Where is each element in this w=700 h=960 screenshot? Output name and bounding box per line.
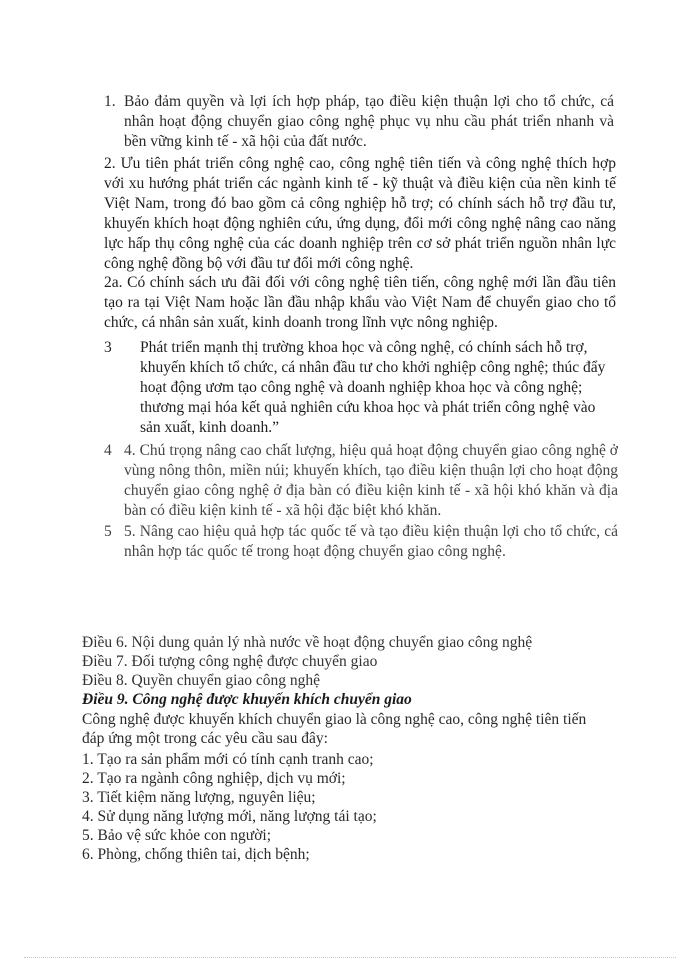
article-9-intro-line-2: đáp ứng một trong các yêu cầu sau đây: <box>82 730 328 747</box>
item-text: Bảo đảm quyền và lợi ích hợp pháp, tạo điều kiện thuận lợi cho tổ chức, cá nhân hoạt động chuyển giao công nghệ phục vụ nhu cầu phát triển nhanh và bền vững kinh tế - xã hội của đất nước. <box>124 93 614 150</box>
item-text: 4. Chú trọng nâng cao chất lượng, hiệu quả hoạt động chuyển giao công nghệ ở vùng nông thôn, miền núi; khuyến khích, tạo điều kiện thuận lợi cho hoạt động chuyển giao công nghệ ở địa bàn có điều kiện kinh tế - xã hội khó khăn và địa bàn có điều kiện kinh tế - xã hội đặc biệt khó khăn. <box>124 442 618 519</box>
article-9-list-item: 2. Tạo ra ngành công nghiệp, dịch vụ mới; <box>82 770 346 787</box>
item-number: 5 <box>104 523 112 540</box>
page-bottom-divider <box>24 957 676 958</box>
article-6-heading: Điều 6. Nội dung quản lý nhà nước về hoạt động chuyển giao công nghệ <box>82 634 533 651</box>
article-9-intro-line-1: Công nghệ được khuyến khích chuyển giao là công nghệ cao, công nghệ tiên tiến <box>82 711 587 728</box>
item-text: Phát triển mạnh thị trường khoa học và công nghệ, có chính sách hỗ trợ, khuyến khích tổ chức, cá nhân đầu tư cho khởi nghiệp công nghệ; thúc đẩy hoạt động ươm tạo công nghệ và doanh nghiệp khoa học và công nghệ; thương mại hóa kết quả nghiên cứu khoa học và phát triển công nghệ vào sản xuất, kinh doanh.” <box>140 339 606 436</box>
article-9-list-item: 1. Tạo ra sản phẩm mới có tính cạnh tranh cao; <box>82 751 374 768</box>
article-9-title: Điều 9. Công nghệ được khuyến khích chuyển giao <box>82 691 412 708</box>
item-number: 3 <box>104 339 112 356</box>
article-9-list-item: 3. Tiết kiệm năng lượng, nguyên liệu; <box>82 789 316 806</box>
article-9-list-item: 5. Bảo vệ sức khỏe con người; <box>82 827 272 844</box>
paragraph-item-2a: 2a. Có chính sách ưu đãi đối với công nghệ tiên tiến, công nghệ mới lần đầu tiên tạo ra tại Việt Nam hoặc lần đầu nhập khẩu vào Việt Nam để chuyển giao cho tổ chức, cá nhân sản xuất, kinh doanh trong lĩnh vực nông nghiệp. <box>104 274 616 331</box>
list-item-5 <box>104 522 618 562</box>
list-item-4 <box>104 441 618 521</box>
paragraph-item-2: 2. Ưu tiên phát triển công nghệ cao, công nghệ tiên tiến và công nghệ thích hợp với xu hướng phát triển các ngành kinh tế - kỹ thuật và điều kiện của nền kinh tế Việt Nam, trong đó bao gồm cả công nghiệp hỗ trợ; có chính sách hỗ trợ đầu tư, khuyến khích hoạt động nghiên cứu, ứng dụng, đổi mới công nghệ nâng cao năng lực hấp thụ công nghệ của các doanh nghiệp trên cơ sở phát triển nguồn nhân lực công nghệ đồng bộ với đầu tư đổi mới công nghệ. <box>104 155 616 272</box>
item-text: 5. Nâng cao hiệu quả hợp tác quốc tế và tạo điều kiện thuận lợi cho tổ chức, cá nhân hợp tác quốc tế trong hoạt động chuyển giao công nghệ. <box>124 523 618 560</box>
item-number: 1. <box>104 93 116 110</box>
list-item-3 <box>104 338 616 438</box>
article-8-heading: Điều 8. Quyền chuyển giao công nghệ <box>82 672 321 689</box>
list-item-1 <box>104 92 614 152</box>
article-9-list-item: 6. Phòng, chống thiên tai, dịch bệnh; <box>82 846 310 863</box>
article-7-heading: Điều 7. Đối tượng công nghệ được chuyển giao <box>82 653 378 670</box>
article-9-list-item: 4. Sử dụng năng lượng mới, năng lượng tái tạo; <box>82 808 377 825</box>
item-number: 4 <box>104 442 112 459</box>
